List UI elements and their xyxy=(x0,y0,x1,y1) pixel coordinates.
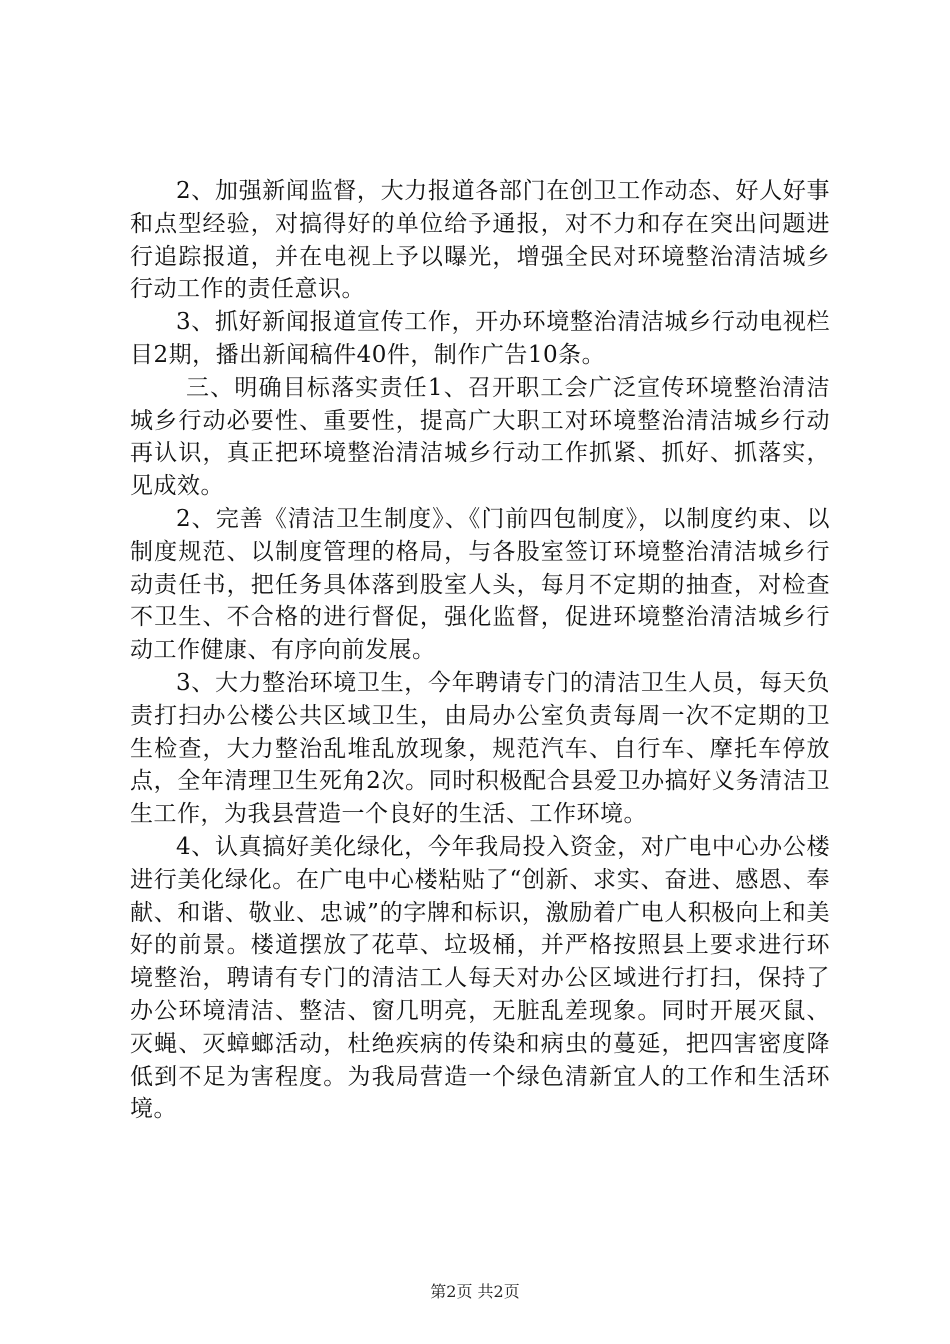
paragraph-greening: 4、认真搞好美化绿化，今年我局投入资金，对广电中心办公楼进行美化绿化。在广电中心楼粘贴了“创新、求实、奋进、感恩、奉献、和谐、敬业、忠诚”的字牌和标识，激励着广电人积极向上和美好的前景。楼道摆放了花草、垃圾桶，并严格按照县上要求进行环境整治，聘请有专门的清洁工人每天对办公区域进行打扫，保持了办公环境清洁、整洁、窗几明亮，无脏乱差现象。同时开展灭鼠、灭蝇、灭蟑螂活动，杜绝疾病的传染和病虫的蔓延，把四害密度降低到不足为害程度。为我局营造一个绿色清新宜人的工作和生活环境。 xyxy=(130,833,830,1123)
paragraph-hygiene-system: 2、完善《清洁卫生制度》、《门前四包制度》，以制度约束、以制度规范、以制度管理的格局，与各股室签订环境整治清洁城乡行动责任书，把任务具体落到股室人头，每月不定期的抽查，对检查不卫生、不合格的进行督促，强化监督，促进环境整治清洁城乡行动工作健康、有序向前发展。 xyxy=(130,505,830,664)
paragraph-environment-sanitation: 3、大力整治环境卫生，今年聘请专门的清洁卫生人员，每天负责打扫办公楼公共区域卫生，由局办公室负责每周一次不定期的卫生检查，大力整治乱堆乱放现象，规范汽车、自行车、摩托车停放点，全年清理卫生死角2次。同时积极配合县爱卫办搞好义务清洁卫生工作，为我县营造一个良好的生活、工作环境。 xyxy=(130,669,830,828)
document-body xyxy=(130,175,830,1126)
page-number-label: 第2页 共2页 xyxy=(430,1282,520,1301)
paragraph-section-three-targets: 三、明确目标落实责任1、召开职工会广泛宣传环境整治清洁城乡行动必要性、重要性，提高广大职工对环境整治清洁城乡行动再认识，真正把环境整治清洁城乡行动工作抓紧、抓好、抓落实，见成效。 xyxy=(130,374,830,500)
paragraph-news-reporting: 3、抓好新闻报道宣传工作，开办环境整治清洁城乡行动电视栏目2期，播出新闻稿件40件，制作广告10条。 xyxy=(130,309,830,368)
page-footer xyxy=(0,1282,950,1302)
paragraph-news-supervision: 2、加强新闻监督，大力报道各部门在创卫工作动态、好人好事和点型经验，对搞得好的单位给予通报，对不力和存在突出问题进行追踪报道，并在电视上予以曝光，增强全民对环境整治清洁城乡行动工作的责任意识。 xyxy=(130,178,830,303)
